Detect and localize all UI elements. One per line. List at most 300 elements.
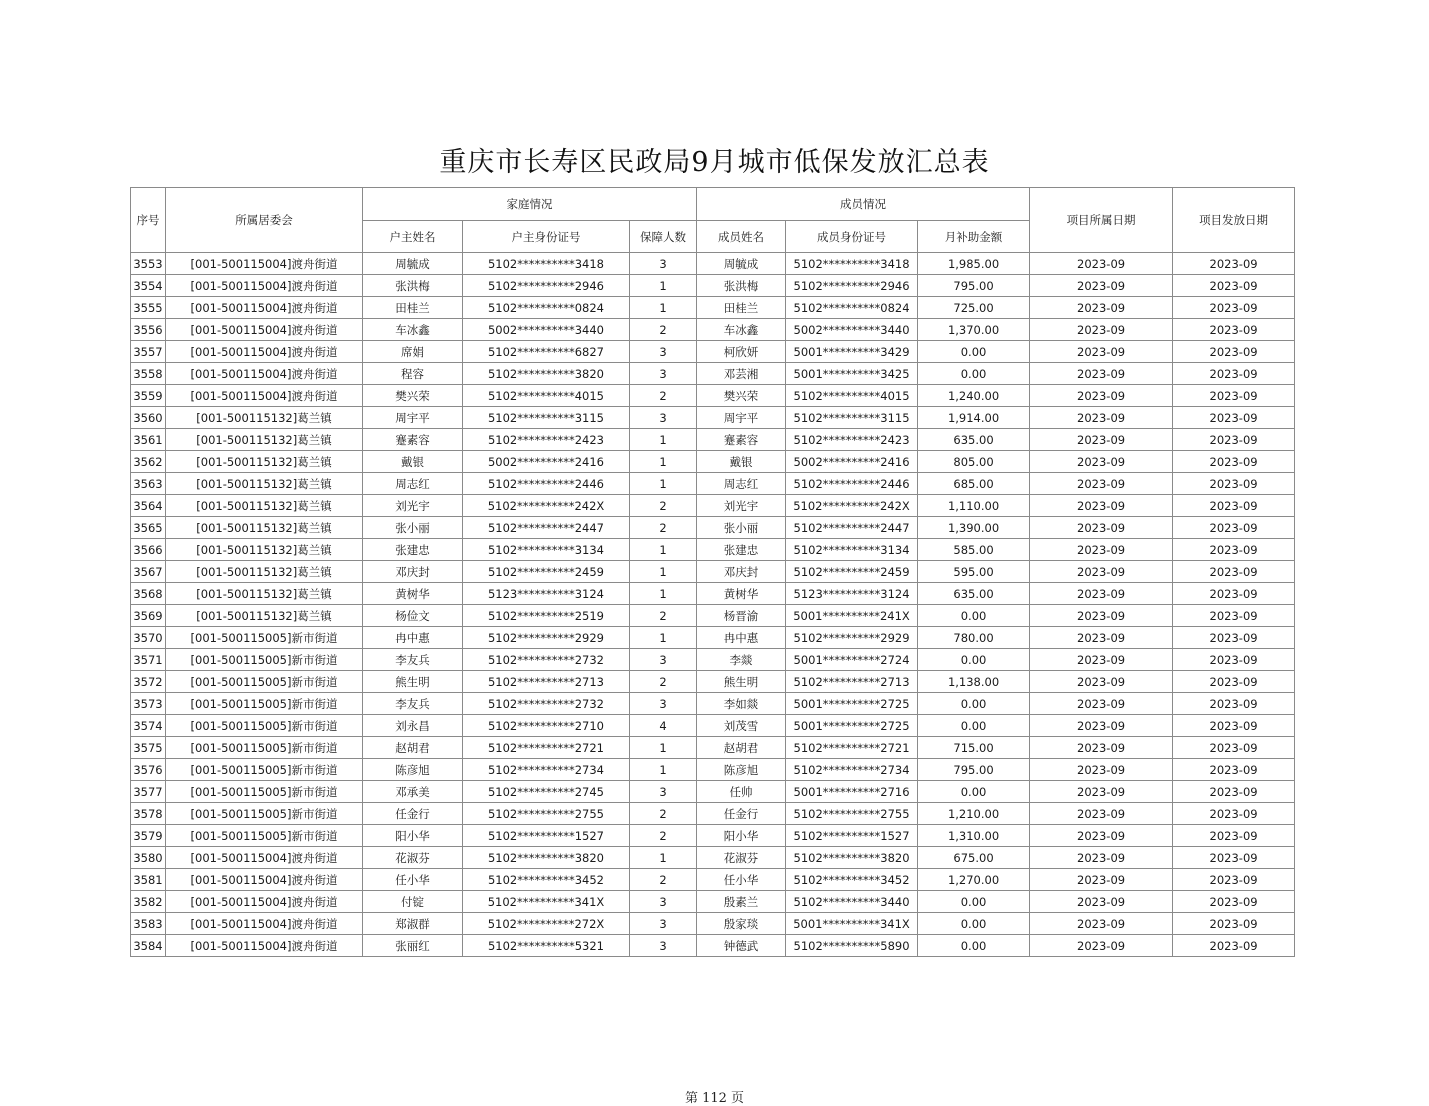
cell-head-id: 5102**********3820: [463, 363, 630, 385]
cell-amount: 635.00: [918, 429, 1030, 451]
cell-item-date: 2023-09: [1030, 649, 1173, 671]
cell-head-name: 田桂兰: [363, 297, 463, 319]
cell-head-name: 李友兵: [363, 649, 463, 671]
cell-head-id: 5102**********3134: [463, 539, 630, 561]
cell-issue-date: 2023-09: [1173, 275, 1295, 297]
cell-count: 3: [630, 935, 697, 957]
cell-committee: [001-500115132]葛兰镇: [166, 429, 363, 451]
cell-seq: 3584: [131, 935, 166, 957]
cell-member-id: 5102**********3134: [786, 539, 918, 561]
table-row: [131, 825, 1295, 847]
cell-head-id: 5102**********2710: [463, 715, 630, 737]
cell-head-id: 5102**********3418: [463, 253, 630, 275]
table-row: [131, 495, 1295, 517]
cell-amount: 675.00: [918, 847, 1030, 869]
cell-member-name: 阳小华: [697, 825, 786, 847]
cell-amount: 1,240.00: [918, 385, 1030, 407]
cell-head-name: 周志红: [363, 473, 463, 495]
cell-member-name: 殷素兰: [697, 891, 786, 913]
cell-member-id: 5001**********2725: [786, 715, 918, 737]
table-row: [131, 583, 1295, 605]
cell-seq: 3579: [131, 825, 166, 847]
cell-committee: [001-500115005]新市街道: [166, 693, 363, 715]
cell-count: 2: [630, 825, 697, 847]
cell-member-name: 柯欣妍: [697, 341, 786, 363]
cell-member-name: 黄树华: [697, 583, 786, 605]
cell-item-date: 2023-09: [1030, 715, 1173, 737]
table-row: [131, 869, 1295, 891]
cell-amount: 1,270.00: [918, 869, 1030, 891]
cell-amount: 0.00: [918, 715, 1030, 737]
cell-issue-date: 2023-09: [1173, 693, 1295, 715]
cell-count: 1: [630, 429, 697, 451]
cell-seq: 3553: [131, 253, 166, 275]
cell-head-id: 5102**********2732: [463, 649, 630, 671]
cell-issue-date: 2023-09: [1173, 759, 1295, 781]
cell-member-id: 5102**********2446: [786, 473, 918, 495]
cell-member-name: 张小丽: [697, 517, 786, 539]
cell-issue-date: 2023-09: [1173, 319, 1295, 341]
cell-amount: 725.00: [918, 297, 1030, 319]
cell-issue-date: 2023-09: [1173, 627, 1295, 649]
cell-count: 1: [630, 297, 697, 319]
table-row: [131, 363, 1295, 385]
cell-member-id: 5001**********2716: [786, 781, 918, 803]
cell-seq: 3576: [131, 759, 166, 781]
cell-head-id: 5102**********3452: [463, 869, 630, 891]
cell-issue-date: 2023-09: [1173, 605, 1295, 627]
cell-issue-date: 2023-09: [1173, 583, 1295, 605]
header-count: 保障人数: [630, 221, 697, 253]
cell-amount: 715.00: [918, 737, 1030, 759]
cell-head-id: 5102**********2721: [463, 737, 630, 759]
cell-head-name: 张洪梅: [363, 275, 463, 297]
cell-member-name: 殷家琰: [697, 913, 786, 935]
table-row: [131, 715, 1295, 737]
table-row: [131, 253, 1295, 275]
cell-head-id: 5102**********2732: [463, 693, 630, 715]
cell-count: 2: [630, 385, 697, 407]
cell-count: 3: [630, 341, 697, 363]
cell-member-id: 5102**********242X: [786, 495, 918, 517]
cell-head-id: 5102**********2447: [463, 517, 630, 539]
table-row: [131, 671, 1295, 693]
cell-issue-date: 2023-09: [1173, 781, 1295, 803]
cell-head-name: 蹇素容: [363, 429, 463, 451]
cell-seq: 3572: [131, 671, 166, 693]
cell-seq: 3564: [131, 495, 166, 517]
cell-amount: 0.00: [918, 935, 1030, 957]
cell-member-name: 李燚: [697, 649, 786, 671]
cell-amount: 585.00: [918, 539, 1030, 561]
table-row: [131, 517, 1295, 539]
header-member-id: 成员身份证号: [786, 221, 918, 253]
cell-issue-date: 2023-09: [1173, 539, 1295, 561]
cell-member-id: 5002**********2416: [786, 451, 918, 473]
cell-head-id: 5102**********2755: [463, 803, 630, 825]
cell-member-name: 花淑芬: [697, 847, 786, 869]
cell-member-id: 5102**********3115: [786, 407, 918, 429]
cell-issue-date: 2023-09: [1173, 407, 1295, 429]
cell-item-date: 2023-09: [1030, 495, 1173, 517]
cell-head-id: 5102**********2423: [463, 429, 630, 451]
cell-head-id: 5002**********3440: [463, 319, 630, 341]
cell-member-id: 5001**********341X: [786, 913, 918, 935]
cell-count: 1: [630, 583, 697, 605]
cell-seq: 3558: [131, 363, 166, 385]
cell-head-name: 赵胡君: [363, 737, 463, 759]
cell-member-id: 5102**********2447: [786, 517, 918, 539]
cell-item-date: 2023-09: [1030, 693, 1173, 715]
cell-issue-date: 2023-09: [1173, 891, 1295, 913]
cell-issue-date: 2023-09: [1173, 429, 1295, 451]
cell-amount: 1,390.00: [918, 517, 1030, 539]
cell-count: 1: [630, 275, 697, 297]
cell-item-date: 2023-09: [1030, 583, 1173, 605]
cell-committee: [001-500115004]渡舟街道: [166, 319, 363, 341]
cell-seq: 3565: [131, 517, 166, 539]
subsidy-table: [130, 187, 1295, 957]
cell-member-id: 5102**********1527: [786, 825, 918, 847]
cell-count: 3: [630, 781, 697, 803]
cell-count: 3: [630, 253, 697, 275]
cell-item-date: 2023-09: [1030, 319, 1173, 341]
cell-head-id: 5102**********2745: [463, 781, 630, 803]
cell-item-date: 2023-09: [1030, 539, 1173, 561]
table-row: [131, 759, 1295, 781]
cell-seq: 3554: [131, 275, 166, 297]
cell-seq: 3566: [131, 539, 166, 561]
cell-item-date: 2023-09: [1030, 913, 1173, 935]
cell-head-name: 张小丽: [363, 517, 463, 539]
header-seq: 序号: [131, 188, 166, 253]
cell-count: 3: [630, 891, 697, 913]
cell-count: 2: [630, 319, 697, 341]
table-row: [131, 627, 1295, 649]
header-head-id: 户主身份证号: [463, 221, 630, 253]
cell-issue-date: 2023-09: [1173, 825, 1295, 847]
cell-count: 3: [630, 363, 697, 385]
cell-committee: [001-500115005]新市街道: [166, 649, 363, 671]
cell-count: 3: [630, 649, 697, 671]
cell-head-id: 5102**********1527: [463, 825, 630, 847]
cell-head-id: 5102**********3820: [463, 847, 630, 869]
cell-amount: 685.00: [918, 473, 1030, 495]
cell-head-name: 邓庆封: [363, 561, 463, 583]
cell-item-date: 2023-09: [1030, 627, 1173, 649]
page-number: 第 112 页: [684, 1091, 745, 1106]
cell-item-date: 2023-09: [1030, 253, 1173, 275]
cell-member-name: 冉中惠: [697, 627, 786, 649]
cell-seq: 3569: [131, 605, 166, 627]
cell-count: 4: [630, 715, 697, 737]
cell-head-id: 5102**********242X: [463, 495, 630, 517]
cell-member-id: 5001**********3429: [786, 341, 918, 363]
header-member-name: 成员姓名: [697, 221, 786, 253]
cell-member-id: 5102**********2755: [786, 803, 918, 825]
cell-head-id: 5102**********3115: [463, 407, 630, 429]
cell-member-name: 周志红: [697, 473, 786, 495]
cell-amount: 1,985.00: [918, 253, 1030, 275]
table-row: [131, 473, 1295, 495]
page-title: 重庆市长寿区民政局9月城市低保发放汇总表: [439, 147, 990, 178]
cell-committee: [001-500115132]葛兰镇: [166, 583, 363, 605]
table-row: [131, 781, 1295, 803]
cell-member-id: 5102**********2929: [786, 627, 918, 649]
cell-amount: 0.00: [918, 605, 1030, 627]
table-row: [131, 847, 1295, 869]
cell-committee: [001-500115005]新市街道: [166, 825, 363, 847]
cell-member-name: 杨晋渝: [697, 605, 786, 627]
header-amount: 月补助金额: [918, 221, 1030, 253]
cell-head-id: 5102**********6827: [463, 341, 630, 363]
cell-committee: [001-500115005]新市街道: [166, 627, 363, 649]
cell-amount: 595.00: [918, 561, 1030, 583]
cell-committee: [001-500115004]渡舟街道: [166, 847, 363, 869]
cell-count: 1: [630, 473, 697, 495]
cell-member-name: 熊生明: [697, 671, 786, 693]
cell-head-id: 5123**********3124: [463, 583, 630, 605]
cell-item-date: 2023-09: [1030, 297, 1173, 319]
cell-issue-date: 2023-09: [1173, 737, 1295, 759]
cell-head-id: 5102**********4015: [463, 385, 630, 407]
cell-member-id: 5102**********3820: [786, 847, 918, 869]
cell-seq: 3570: [131, 627, 166, 649]
cell-item-date: 2023-09: [1030, 429, 1173, 451]
cell-member-id: 5102**********2713: [786, 671, 918, 693]
cell-member-name: 刘茂雪: [697, 715, 786, 737]
table-body: [131, 253, 1295, 957]
cell-issue-date: 2023-09: [1173, 495, 1295, 517]
cell-seq: 3561: [131, 429, 166, 451]
table-row: [131, 385, 1295, 407]
cell-seq: 3567: [131, 561, 166, 583]
cell-seq: 3581: [131, 869, 166, 891]
cell-item-date: 2023-09: [1030, 561, 1173, 583]
table-row: [131, 429, 1295, 451]
cell-member-id: 5102**********2423: [786, 429, 918, 451]
cell-seq: 3560: [131, 407, 166, 429]
cell-member-name: 蹇素容: [697, 429, 786, 451]
cell-member-id: 5102**********2721: [786, 737, 918, 759]
cell-member-id: 5102**********2946: [786, 275, 918, 297]
cell-amount: 795.00: [918, 275, 1030, 297]
cell-seq: 3573: [131, 693, 166, 715]
cell-item-date: 2023-09: [1030, 781, 1173, 803]
cell-item-date: 2023-09: [1030, 473, 1173, 495]
cell-head-id: 5102**********2713: [463, 671, 630, 693]
table-row: [131, 539, 1295, 561]
cell-member-name: 张洪梅: [697, 275, 786, 297]
cell-seq: 3559: [131, 385, 166, 407]
cell-member-name: 邓庆封: [697, 561, 786, 583]
cell-seq: 3571: [131, 649, 166, 671]
cell-amount: 0.00: [918, 693, 1030, 715]
cell-item-date: 2023-09: [1030, 891, 1173, 913]
cell-item-date: 2023-09: [1030, 825, 1173, 847]
cell-count: 2: [630, 671, 697, 693]
cell-item-date: 2023-09: [1030, 671, 1173, 693]
cell-item-date: 2023-09: [1030, 737, 1173, 759]
cell-member-id: 5001**********241X: [786, 605, 918, 627]
table-row: [131, 605, 1295, 627]
cell-seq: 3555: [131, 297, 166, 319]
cell-committee: [001-500115005]新市街道: [166, 715, 363, 737]
cell-committee: [001-500115004]渡舟街道: [166, 363, 363, 385]
table-row: [131, 803, 1295, 825]
cell-committee: [001-500115004]渡舟街道: [166, 913, 363, 935]
cell-seq: 3556: [131, 319, 166, 341]
cell-member-name: 张建忠: [697, 539, 786, 561]
table-row: [131, 913, 1295, 935]
cell-issue-date: 2023-09: [1173, 253, 1295, 275]
cell-member-id: 5001**********2725: [786, 693, 918, 715]
cell-seq: 3577: [131, 781, 166, 803]
cell-amount: 1,370.00: [918, 319, 1030, 341]
cell-member-name: 赵胡君: [697, 737, 786, 759]
cell-member-id: 5102**********3418: [786, 253, 918, 275]
header-item-date: 项目所属日期: [1030, 188, 1173, 253]
header-family-group: 家庭情况: [363, 188, 697, 221]
cell-committee: [001-500115004]渡舟街道: [166, 253, 363, 275]
cell-member-name: 车冰鑫: [697, 319, 786, 341]
cell-member-name: 任小华: [697, 869, 786, 891]
table-row: [131, 891, 1295, 913]
cell-count: 3: [630, 407, 697, 429]
cell-count: 3: [630, 693, 697, 715]
table-row: [131, 737, 1295, 759]
header-member-group: 成员情况: [697, 188, 1030, 221]
cell-member-name: 刘光宇: [697, 495, 786, 517]
cell-amount: 635.00: [918, 583, 1030, 605]
cell-head-id: 5102**********0824: [463, 297, 630, 319]
cell-amount: 805.00: [918, 451, 1030, 473]
cell-issue-date: 2023-09: [1173, 473, 1295, 495]
cell-committee: [001-500115005]新市街道: [166, 803, 363, 825]
cell-seq: 3582: [131, 891, 166, 913]
cell-issue-date: 2023-09: [1173, 715, 1295, 737]
cell-count: 2: [630, 605, 697, 627]
cell-amount: 0.00: [918, 913, 1030, 935]
cell-member-name: 田桂兰: [697, 297, 786, 319]
cell-count: 3: [630, 913, 697, 935]
cell-head-name: 陈彦旭: [363, 759, 463, 781]
cell-head-id: 5102**********2446: [463, 473, 630, 495]
cell-count: 1: [630, 737, 697, 759]
cell-amount: 0.00: [918, 341, 1030, 363]
table-row: [131, 319, 1295, 341]
cell-member-name: 邓芸湘: [697, 363, 786, 385]
cell-item-date: 2023-09: [1030, 451, 1173, 473]
cell-head-id: 5102**********5321: [463, 935, 630, 957]
cell-count: 2: [630, 803, 697, 825]
cell-committee: [001-500115132]葛兰镇: [166, 495, 363, 517]
cell-issue-date: 2023-09: [1173, 297, 1295, 319]
cell-member-name: 樊兴荣: [697, 385, 786, 407]
cell-head-name: 黄树华: [363, 583, 463, 605]
cell-issue-date: 2023-09: [1173, 935, 1295, 957]
cell-head-name: 张丽红: [363, 935, 463, 957]
cell-committee: [001-500115005]新市街道: [166, 781, 363, 803]
cell-head-id: 5002**********2416: [463, 451, 630, 473]
cell-amount: 780.00: [918, 627, 1030, 649]
cell-member-name: 陈彦旭: [697, 759, 786, 781]
cell-issue-date: 2023-09: [1173, 385, 1295, 407]
cell-head-name: 郑淑群: [363, 913, 463, 935]
cell-member-id: 5102**********0824: [786, 297, 918, 319]
cell-seq: 3563: [131, 473, 166, 495]
cell-head-name: 车冰鑫: [363, 319, 463, 341]
cell-head-name: 阳小华: [363, 825, 463, 847]
cell-item-date: 2023-09: [1030, 385, 1173, 407]
cell-committee: [001-500115005]新市街道: [166, 671, 363, 693]
cell-committee: [001-500115132]葛兰镇: [166, 605, 363, 627]
cell-member-id: 5102**********3440: [786, 891, 918, 913]
cell-item-date: 2023-09: [1030, 341, 1173, 363]
cell-item-date: 2023-09: [1030, 847, 1173, 869]
cell-committee: [001-500115132]葛兰镇: [166, 517, 363, 539]
cell-head-name: 冉中惠: [363, 627, 463, 649]
cell-count: 1: [630, 561, 697, 583]
cell-count: 1: [630, 847, 697, 869]
table-row: [131, 297, 1295, 319]
table-row: [131, 935, 1295, 957]
cell-amount: 1,310.00: [918, 825, 1030, 847]
table-row: [131, 451, 1295, 473]
cell-member-id: 5102**********5890: [786, 935, 918, 957]
cell-count: 1: [630, 539, 697, 561]
cell-seq: 3568: [131, 583, 166, 605]
cell-seq: 3574: [131, 715, 166, 737]
cell-item-date: 2023-09: [1030, 605, 1173, 627]
table-row: [131, 275, 1295, 297]
cell-head-name: 张建忠: [363, 539, 463, 561]
cell-amount: 1,210.00: [918, 803, 1030, 825]
cell-member-name: 钟德武: [697, 935, 786, 957]
cell-member-id: 5001**********2724: [786, 649, 918, 671]
header-committee: 所属居委会: [166, 188, 363, 253]
cell-head-name: 任金行: [363, 803, 463, 825]
cell-amount: 0.00: [918, 781, 1030, 803]
cell-head-name: 花淑芬: [363, 847, 463, 869]
cell-member-id: 5102**********2734: [786, 759, 918, 781]
cell-amount: 0.00: [918, 649, 1030, 671]
cell-count: 2: [630, 495, 697, 517]
cell-count: 1: [630, 627, 697, 649]
cell-head-name: 李友兵: [363, 693, 463, 715]
cell-issue-date: 2023-09: [1173, 847, 1295, 869]
cell-member-id: 5002**********3440: [786, 319, 918, 341]
cell-committee: [001-500115132]葛兰镇: [166, 407, 363, 429]
cell-item-date: 2023-09: [1030, 275, 1173, 297]
cell-head-name: 刘永昌: [363, 715, 463, 737]
cell-head-name: 戴银: [363, 451, 463, 473]
cell-committee: [001-500115004]渡舟街道: [166, 341, 363, 363]
cell-amount: 1,914.00: [918, 407, 1030, 429]
cell-committee: [001-500115132]葛兰镇: [166, 473, 363, 495]
table-row: [131, 693, 1295, 715]
cell-amount: 0.00: [918, 891, 1030, 913]
header-head-name: 户主姓名: [363, 221, 463, 253]
cell-member-id: 5123**********3124: [786, 583, 918, 605]
cell-member-name: 戴银: [697, 451, 786, 473]
cell-count: 2: [630, 869, 697, 891]
cell-head-name: 邓承美: [363, 781, 463, 803]
cell-item-date: 2023-09: [1030, 803, 1173, 825]
header-issue-date: 项目发放日期: [1173, 188, 1295, 253]
cell-issue-date: 2023-09: [1173, 803, 1295, 825]
cell-head-name: 杨俭文: [363, 605, 463, 627]
